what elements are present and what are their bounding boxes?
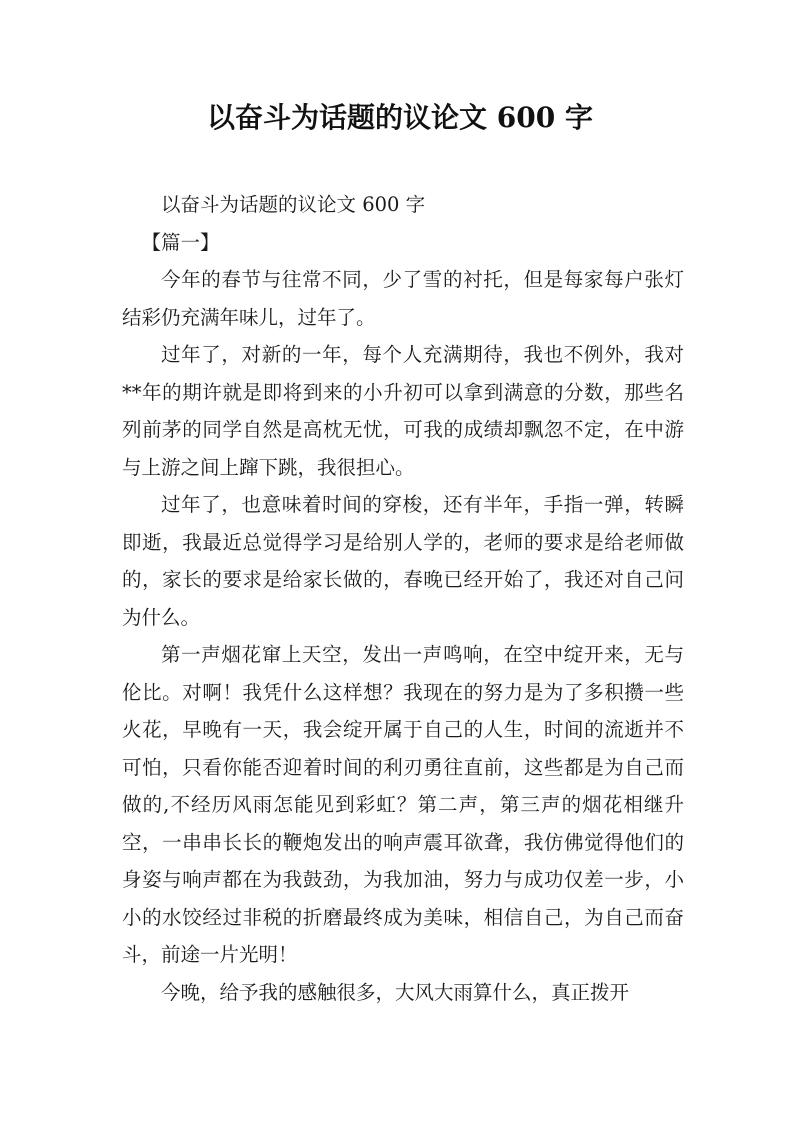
section-label: 【篇一】 xyxy=(141,230,220,254)
paragraph: 今年的春节与往常不同，少了雪的衬托，但是每家每户张灯结彩仍充满年味儿，过年了。 xyxy=(122,268,684,329)
paragraph: 过年了，对新的一年，每个人充满期待，我也不例外，我对**年的期许就是即将到来的小升初可以拿到满意的分数，那些名列前茅的同学自然是高枕无忧，可我的成绩却飘忽不定，在中游与上游之间上蹿下跳，我很担心。 xyxy=(122,343,684,479)
document-subtitle: 以奋斗为话题的议论文 600 字 xyxy=(161,193,426,216)
paragraph: 第一声烟花窜上天空，发出一声鸣响，在空中绽开来，无与伦比。对啊！我凭什么这样想？我现在的努力是为了多积攒一些火花，早晚有一天，我会绽开属于自己的人生，时间的流逝并不可怕，只看你能否迎着时间的利刃勇往直前，这些都是为自己而做的,不经历风雨怎能见到彩虹？第二声，第三声的烟花相继升空，一串串长长的鞭炮发出的响声震耳欲聋，我仿佛觉得他们的身姿与响声都在为我鼓劲，为我加油，努力与成功仅差一步，小小的水饺经过非税的折磨最终成为美味，相信自己，为自己而奋斗，前途一片光明！ xyxy=(122,643,684,966)
document-body xyxy=(122,186,684,1011)
paragraph: 今晚，给予我的感触很多，大风大雨算什么，真正拨开 xyxy=(161,980,630,1004)
paragraph: 过年了，也意味着时间的穿梭，还有半年，手指一弹，转瞬即逝，我最近总觉得学习是给别人学的，老师的要求是给老师做的，家长的要求是给家长做的，春晚已经开始了，我还对自己问为什么。 xyxy=(122,493,684,629)
document-title: 以奋斗为话题的议论文 600 字 xyxy=(207,101,593,134)
